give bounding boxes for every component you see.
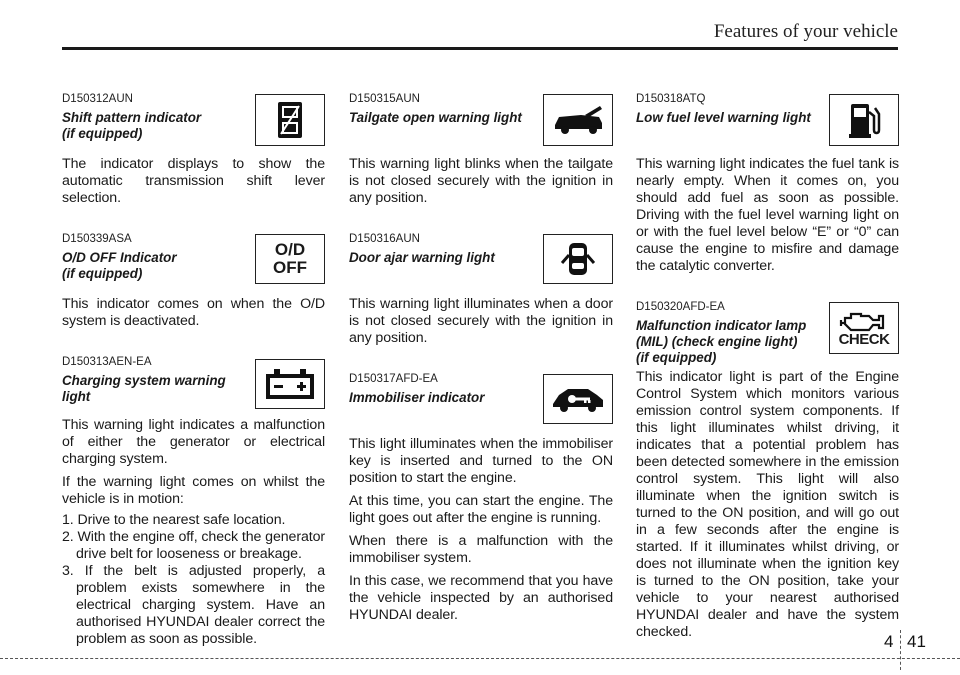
section-title-line2: (MIL) (check engine light) bbox=[636, 334, 798, 349]
body-text: This warning light indicates the fuel tank is nearly empty. When it comes on, you should add fuel as soon as possible. Driving with the fuel level warning light on or with the fuel level below “E” or “0” can cause the engine to misfire and damage the catalytic converter. bbox=[636, 156, 899, 274]
section-title-line1: O/D OFF Indicator bbox=[62, 250, 177, 265]
section-od-off bbox=[62, 232, 325, 330]
section-code: D150313AEN-EA bbox=[62, 356, 152, 368]
body-text: At this time, you can start the engine. The light goes out after the engine is running. bbox=[349, 493, 613, 526]
list-item: 3. If the belt is adjusted properly, a problem exists somewhere in the electrical charging system. Have an authorised HYUNDAI dealer correct the problem as soon as possible. bbox=[62, 563, 325, 647]
footer-separator bbox=[900, 630, 901, 670]
section-title-line1: Charging system warning bbox=[62, 373, 226, 388]
battery-icon bbox=[255, 359, 325, 409]
section-code: D150315AUN bbox=[349, 93, 420, 105]
section-title: Immobiliser indicator bbox=[349, 390, 485, 405]
list-item: 1. Drive to the nearest safe location. bbox=[62, 512, 286, 528]
section-immobiliser bbox=[349, 372, 613, 624]
body-text: This warning light illuminates when a door is not closed securely with the ignition in any position. bbox=[349, 296, 613, 346]
body-text: This light illuminates when the immobiliser key is inserted and turned to the ON position to start the engine. bbox=[349, 436, 613, 486]
body-text: This indicator light is part of the Engine Control System which monitors various emission control system components. If this light illuminates whilst driving, it indicates that a potential problem has been detected somewhere in the emission control system. This light will also illuminate when the ignition switch is turned to the ON position, and will go out in a few seconds after the engine is started. If it illuminates whilst driving, or does not illuminate when the ignition key is turned to the ON position, take your vehicle to your nearest authorised HYUNDAI dealer and have the system checked. bbox=[636, 369, 899, 640]
body-text: This warning light blinks when the tailgate is not closed securely with the ignition in any position. bbox=[349, 156, 613, 206]
section-title-line2: (if equipped) bbox=[62, 266, 143, 281]
header-rule bbox=[62, 47, 898, 50]
section-title-line1: Malfunction indicator lamp bbox=[636, 318, 807, 333]
tailgate-open-icon bbox=[543, 94, 613, 146]
section-title-line3: (if equipped) bbox=[636, 350, 717, 365]
section-code: D150316AUN bbox=[349, 233, 420, 245]
body-text: When there is a malfunction with the immobiliser system. bbox=[349, 533, 613, 566]
od-off-icon bbox=[255, 234, 325, 284]
od-icon-line2: OFF bbox=[273, 258, 307, 277]
section-code: D150339ASA bbox=[62, 233, 132, 245]
section-shift-pattern bbox=[62, 92, 325, 207]
section-title-line2: (if equipped) bbox=[62, 126, 143, 141]
column-2 bbox=[349, 92, 613, 624]
column-3 bbox=[636, 92, 899, 641]
section-title: Door ajar warning light bbox=[349, 250, 495, 265]
section-title-line2: light bbox=[62, 389, 91, 404]
check-engine-icon bbox=[829, 302, 899, 354]
body-text: If the warning light comes on whilst the vehicle is in motion: bbox=[62, 474, 325, 507]
section-code: D150312AUN bbox=[62, 93, 133, 105]
door-ajar-icon bbox=[543, 234, 613, 284]
page-number: 41 bbox=[907, 632, 926, 651]
check-icon-label: CHECK bbox=[838, 330, 890, 348]
fuel-pump-icon bbox=[829, 94, 899, 146]
body-text: The indicator displays to show the automatic transmission shift lever selection. bbox=[62, 156, 325, 206]
column-1 bbox=[62, 92, 325, 648]
shift-pattern-icon bbox=[255, 94, 325, 146]
section-code: D150318ATQ bbox=[636, 93, 706, 105]
section-code: D150317AFD-EA bbox=[349, 373, 438, 385]
section-tailgate bbox=[349, 92, 613, 207]
body-text: This indicator comes on when the O/D system is deactivated. bbox=[62, 296, 325, 329]
section-charging-system bbox=[62, 355, 325, 648]
section-title: Features of your vehicle bbox=[713, 21, 898, 42]
section-title-line1: Shift pattern indicator bbox=[62, 110, 202, 125]
body-text: In this case, we recommend that you have the vehicle inspected by an authorised HYUNDAI dealer. bbox=[349, 573, 613, 623]
section-door-ajar bbox=[349, 232, 613, 347]
section-low-fuel bbox=[636, 92, 899, 275]
section-title: Tailgate open warning light bbox=[349, 110, 522, 125]
immobiliser-car-key-icon bbox=[543, 374, 613, 424]
body-text: This warning light indicates a malfunction of either the generator or electrical charging system. bbox=[62, 417, 325, 467]
section-title: Low fuel level warning light bbox=[636, 110, 811, 125]
chapter-number: 4 bbox=[884, 632, 894, 651]
list-item: 2. With the engine off, check the generator drive belt for looseness or breakage. bbox=[62, 529, 325, 562]
instruction-list bbox=[62, 512, 325, 648]
section-malfunction-indicator bbox=[636, 300, 899, 641]
section-code: D150320AFD-EA bbox=[636, 301, 725, 313]
od-icon-line1: O/D bbox=[274, 240, 306, 259]
footer-rule bbox=[0, 658, 960, 659]
